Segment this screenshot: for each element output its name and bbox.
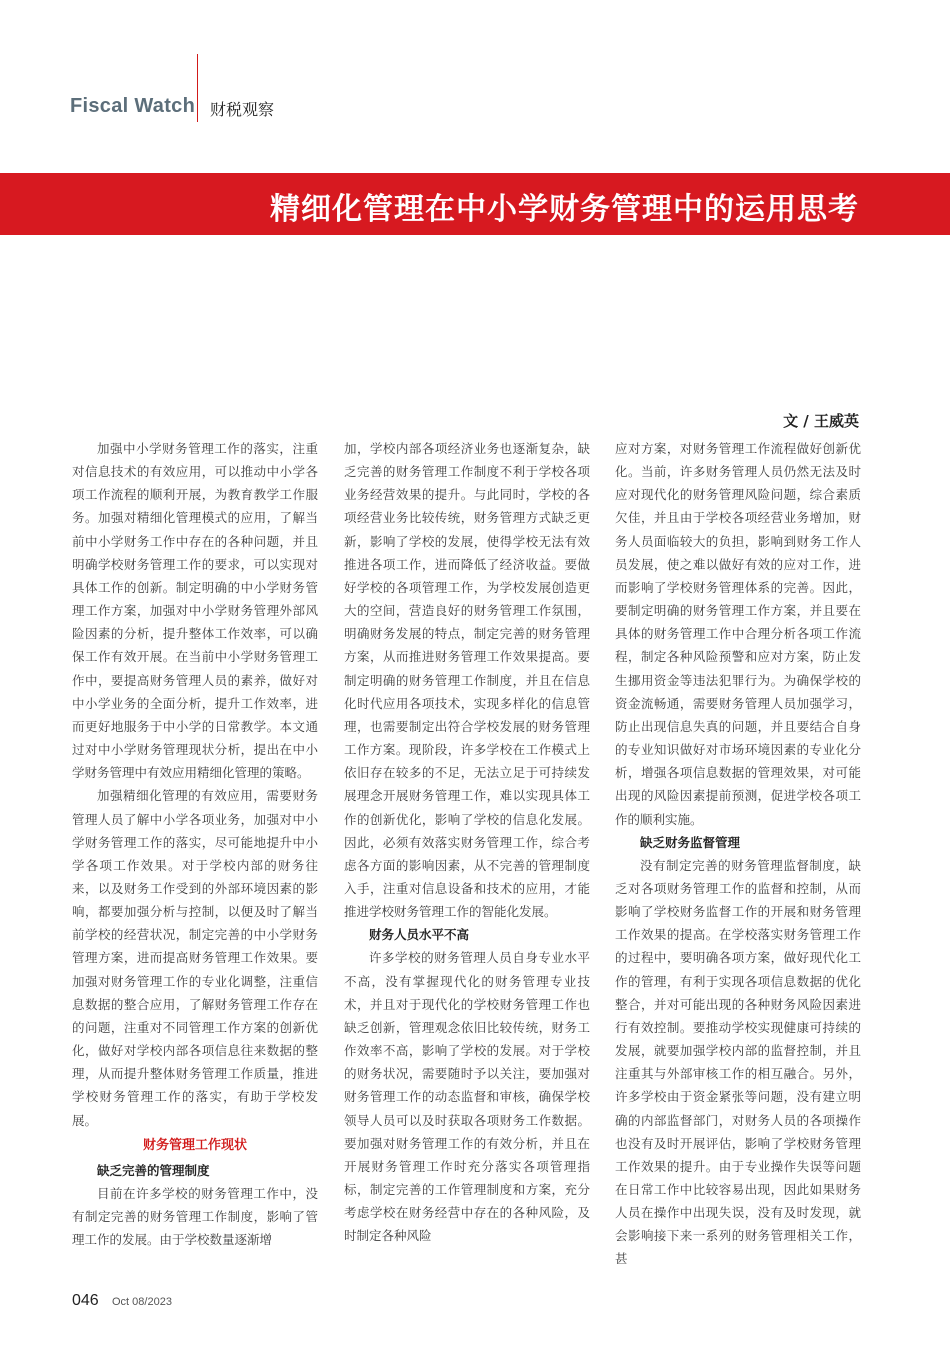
article-title: 精细化管理在中小学财务管理中的运用思考 [270, 192, 859, 227]
header-divider [197, 54, 198, 122]
section-heading: 财务管理工作现状 [142, 1137, 247, 1153]
text-column-3 [615, 437, 861, 1271]
author-byline: 文 / 王威英 [783, 412, 859, 430]
page-number: 046 [72, 1292, 99, 1309]
sub-heading: 缺乏完善的管理制度 [97, 1162, 210, 1178]
paragraph: 加强精细化管理的有效应用，需要财务管理人员了解中小学各项业务，加强对中小学财务管理工作的落实，尽可能地提升中小学各项工作效果。对于学校内部的财务往来，以及财务工作受到的外部环境因素的影响，都要加强分析与控制，以便及时了解当前学校的经营状况，制定完善的中小学财务管理方案，进而提高财务管理工作效果。要加强对财务管理工作的专业化调整，注重信息数据的整合应用，了解财务管理工作存在的问题，注重对不同管理工作方案的创新优化，做好对学校内部各项信息往来数据的整理，从而提升整体财务管理工作质量，推进学校财务管理工作的落实，有助于学校发展。 [72, 788, 318, 1128]
text-column-2 [344, 437, 590, 1247]
paragraph: 加，学校内部各项经济业务也逐渐复杂，缺乏完善的财务管理工作制度不利于学校各项业务经营效果的提升。与此同时，学校的各项经营业务比较传统，财务管理方式缺乏更新，影响了学校的发展，使得学校无法有效推进各项工作，进而降低了经济收益。要做好学校的各项管理工作，为学校发展创造更大的空间，营造良好的财务管理工作氛围，明确财务发展的特点，制定完善的财务管理方案，从而推进财务管理工作效果提高。要制定明确的财务管理工作制度，并且在信息化时代应用各项技术，实现多样化的信息管理，也需要制定出符合学校发展的财务管理工作方案。现阶段，许多学校在工作模式上依旧存在较多的不足，无法立足于可持续发展理念开展财务管理工作，难以实现具体工作的创新优化，影响了学校的信息化发展。因此，必须有效落实财务管理工作，综合考虑各方面的影响因素，从不完善的管理制度入手，注重对信息设备和技术的应用，才能推进学校财务管理工作的智能化发展。 [344, 441, 590, 920]
sub-heading: 缺乏财务监督管理 [640, 834, 741, 850]
paragraph: 加强中小学财务管理工作的落实，注重对信息技术的有效应用，可以推动中小学各项工作流程的顺利开展，为教育教学工作服务。加强对精细化管理模式的应用，了解当前中小学财务工作中存在的各种问题，并且明确学校财务管理工作的要求，可以实现对具体工作的创新。制定明确的中小学财务管理工作方案，加强对中小学财务管理外部风险因素的分析，提升整体工作效率，可以确保工作有效开展。在当前中小学财务管理工作中，要提高财务管理人员的素养，做好对中小学业务的全面分析，提升工作效率，进而更好地服务于中小学的日常教学。本文通过对中小学财务管理现状分析，提出在中小学财务管理中有效应用精细化管理的策略。 [72, 441, 318, 781]
paragraph: 目前在许多学校的财务管理工作中，没有制定完善的财务管理工作制度，影响了管理工作的发展。由于学校数量逐渐增 [72, 1185, 318, 1248]
issue-date: Oct 08/2023 [112, 1296, 172, 1308]
magazine-brand: Fiscal Watch [70, 95, 196, 117]
title-banner [0, 173, 950, 235]
paragraph: 没有制定完善的财务管理监督制度，缺乏对各项财务管理工作的监督和控制，从而影响了学校财务监督工作的开展和财务管理工作效果的提高。在学校落实财务管理工作的过程中，要明确各项方案，做好现代化工作的管理，有利于实现各项信息数据的优化整合，并对可能出现的各种财务风险因素进行有效控制。要推动学校实现健康可持续的发展，就要加强学校内部的监督控制，并且注重其与外部审核工作的相互融合。另外，许多学校由于资金紧张等问题，没有建立明确的内部监督部门，对财务人员的各项操作也没有及时开展评估，影响了学校财务管理工作效果的提升。由于专业操作失误等问题在日常工作中比较容易出现，因此如果财务人员在操作中出现失误，没有及时发现，就会影响接下来一系列的财务管理相关工作，甚 [615, 857, 861, 1267]
paragraph: 应对方案，对财务管理工作流程做好创新优化。当前，许多财务管理人员仍然无法及时应对现代化的财务管理风险问题，综合素质欠佳，并且由于学校各项经营业务增加，财务人员面临较大的负担，影响到财务工作人员发展，使之难以做好有效的应对工作，进而影响了学校财务管理体系的完善。因此，要制定明确的财务管理工作方案，并且要在具体的财务管理工作中合理分析各项工作流程，制定各种风险预警和应对方案，防止发生挪用资金等违法犯罪行为。为确保学校的资金流畅通，需要财务管理人员加强学习，防止出现信息失真的问题，并且要结合自身的专业知识做好对市场环境因素的专业化分析，增强各项信息数据的管理效果，对可能出现的风险因素提前预测，促进学校各项工作的顺利实施。 [615, 441, 861, 827]
text-column-1 [72, 437, 318, 1251]
section-label: 财税观察 [210, 100, 275, 119]
sub-heading: 财务人员水平不高 [369, 927, 470, 943]
paragraph: 许多学校的财务管理人员自身专业水平不高，没有掌握现代化的财务管理专业技术，并且对于现代化的学校财务管理工作也缺乏创新，管理观念依旧比较传统，财务工作效率不高，影响了学校的发展。对于学校的财务状况，需要随时予以关注，要加强对财务管理工作的动态监督和审核，确保学校领导人员可以及时获取各项财务工作数据。要加强对财务管理工作的有效分析，并且在开展财务管理工作时充分落实各项管理指标，制定完善的工作管理制度和方案，充分考虑学校在财务经营中存在的各种风险，及时制定各种风险 [344, 950, 590, 1244]
